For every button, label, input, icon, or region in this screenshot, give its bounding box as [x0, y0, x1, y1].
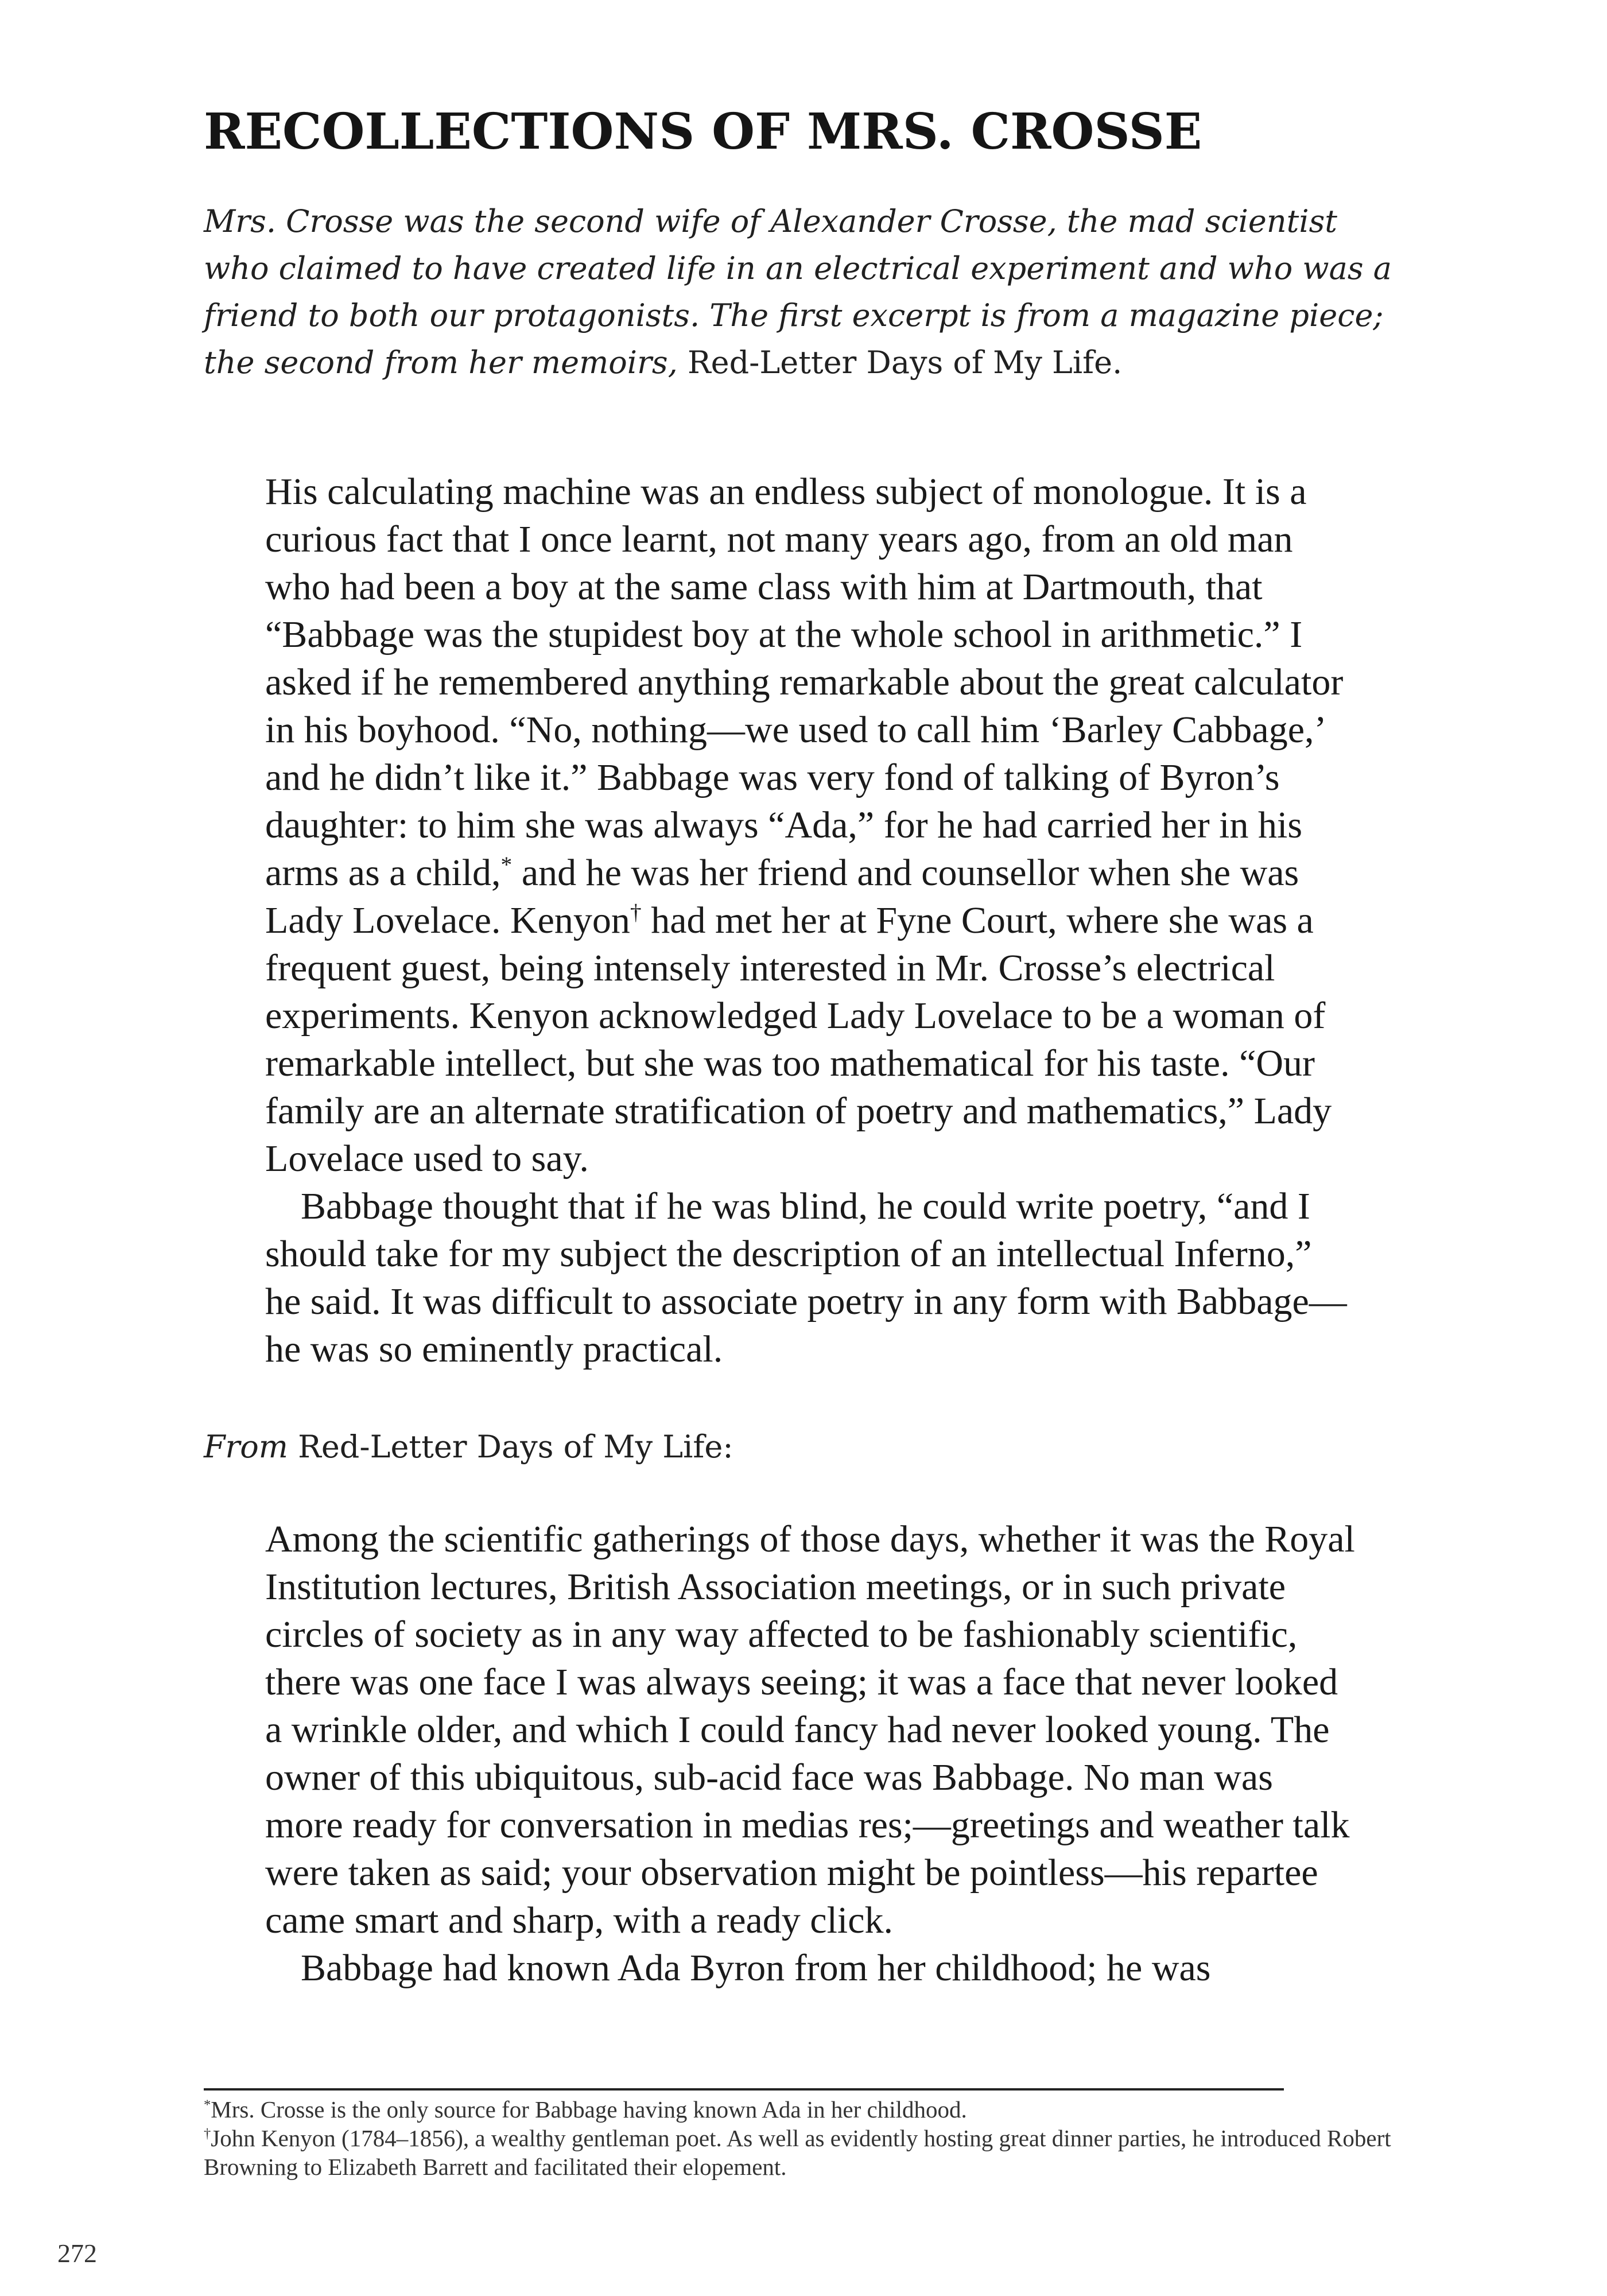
footnote-ref-asterisk: * [500, 852, 513, 877]
excerpt-memoir [265, 1515, 1356, 1992]
footnote-divider [204, 2088, 1284, 2091]
excerpt1-paragraph-1 [265, 468, 1356, 1182]
footnote-1-mark: * [204, 2097, 211, 2113]
intro-italic-text: Mrs. Crosse was the second wife of Alexander Crosse, the mad scientist who claimed to have created life in an electrical experiment and who was a friend to both our protagonists. The first excerpt is from a magazine piece; the second from her memoirs, [204, 203, 1392, 381]
footnote-ref-dagger: † [630, 899, 642, 925]
intro-book-title: Red-Letter Days of My Life. [687, 344, 1123, 381]
excerpt1-text-b: and he was her friend and counsellor when she was Lady Lovelace. Kenyon [265, 852, 1299, 941]
intro-note [204, 198, 1398, 386]
page-title: RECOLLECTIONS OF MRS. CROSSE [204, 103, 1202, 161]
memoir-heading-title: Red-Letter Days of My Life: [298, 1429, 733, 1465]
footnotes [204, 2095, 1420, 2181]
excerpt1-text-a: His calculating machine was an endless subject of monologue. It is a curious fact that I once learnt, not many years ago, from an old man who had been a boy at the same class with him at Dartmouth, that “Babbage was the stupidest boy at the whole school in arithmetic.” I asked if he remembered anything remarkable about the great calculator in his boyhood. “No, nothing—we used to call him ‘Barley Cabbage,’ and he didn’t like it.” Babbage was very fond of talking of Byron’s daughter: to him she was always “Ada,” for he had carried her in his arms as a child, [265, 471, 1344, 894]
footnote-2-mark: † [204, 2126, 211, 2142]
excerpt2-paragraph-1: Among the scientific gatherings of those days, whether it was the Royal Institution lectures, British Association meetings, or in such private circles of society as in any way affected to be fashionably scientific, there was one face I was always seeing; it was a face that never looked a wrinkle older, and which I could fancy had never looked young. The owner of this ubiquitous, sub-acid face was Babbage. No man was more ready for conversation in medias res;—greetings and weather talk were taken as said; your observation might be pointless—his repartee came smart and sharp, with a ready click. [265, 1518, 1355, 1941]
excerpt1-text-c: had met her at Fyne Court, where she was a frequent guest, being intensely interested in Mr. Crosse’s electrical experiments. Kenyon acknowledged Lady Lovelace to be a woman of remarkable intellect, but she was too mathematical for his taste. “Our family are an alternate stratification of poetry and mathematics,” Lady Lovelace used to say. [265, 899, 1332, 1180]
excerpt2-paragraph-2: Babbage had known Ada Byron from her childhood; he was [301, 1947, 1211, 1989]
page-number: 272 [57, 2239, 97, 2268]
memoir-heading-from: From [204, 1429, 288, 1465]
footnote-1 [204, 2095, 1420, 2124]
footnote-2-text: John Kenyon (1784–1856), a wealthy gentleman poet. As well as evidently hosting great dinner parties, he introduced Robert Browning to Elizabeth Barrett and facilitated their elopement. [204, 2125, 1391, 2180]
memoir-heading [204, 1424, 733, 1471]
footnote-1-text: Mrs. Crosse is the only source for Babbage having known Ada in her childhood. [211, 2096, 967, 2123]
excerpt-magazine [265, 468, 1356, 1373]
excerpt1-paragraph-2: Babbage thought that if he was blind, he could write poetry, “and I should take for my subject the description of an intellectual Inferno,” he said. It was difficult to associate poetry in any form with Babbage—he was so eminently practical. [265, 1185, 1347, 1370]
footnote-2 [204, 2124, 1420, 2181]
